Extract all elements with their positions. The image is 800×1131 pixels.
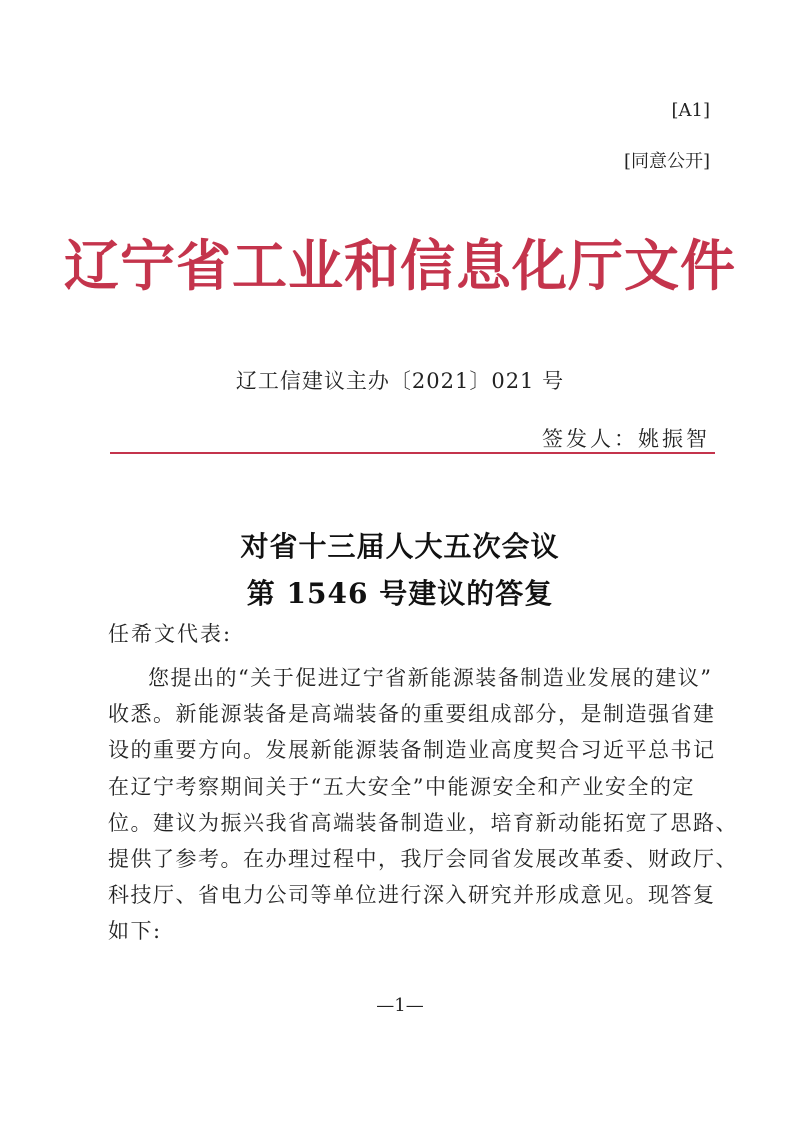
body-text	[108, 660, 738, 950]
reply-title-line-2: 第 1546 号建议的答复	[246, 577, 554, 610]
body-line: 如下:	[108, 919, 162, 944]
body-line: 在辽宁考察期间关于“五大安全”中能源安全和产业安全的定	[108, 774, 695, 799]
classification-tag: [A1]	[671, 100, 710, 121]
salutation: 任希文代表:	[108, 622, 233, 646]
body-line: 收悉。新能源装备是高端装备的重要组成部分，是制造强省建	[108, 702, 716, 727]
document-number: 辽工信建议主办〔2021〕021 号	[235, 369, 565, 393]
page-number: —1—	[376, 995, 424, 1016]
disclosure-tag: [同意公开]	[623, 151, 710, 172]
body-line: 科技厅、省电力公司等单位进行深入研究并形成意见。现答复	[108, 883, 716, 908]
document-header-title: 辽宁省工业和信息化厅文件	[63, 233, 736, 298]
body-line: 设的重要方向。发展新能源装备制造业高度契合习近平总书记	[108, 738, 716, 763]
body-line: 位。建议为振兴我省高端装备制造业，培育新动能拓宽了思路、	[108, 810, 738, 835]
body-line: 您提出的“关于促进辽宁省新能源装备制造业发展的建议”	[148, 666, 713, 690]
body-line: 提供了参考。在办理过程中，我厅会同省发展改革委、财政厅、	[108, 846, 738, 871]
reply-title-line-1: 对省十三届人大五次会议	[240, 530, 560, 563]
red-divider	[110, 452, 715, 454]
signer: 签发人：姚振智	[542, 427, 710, 451]
